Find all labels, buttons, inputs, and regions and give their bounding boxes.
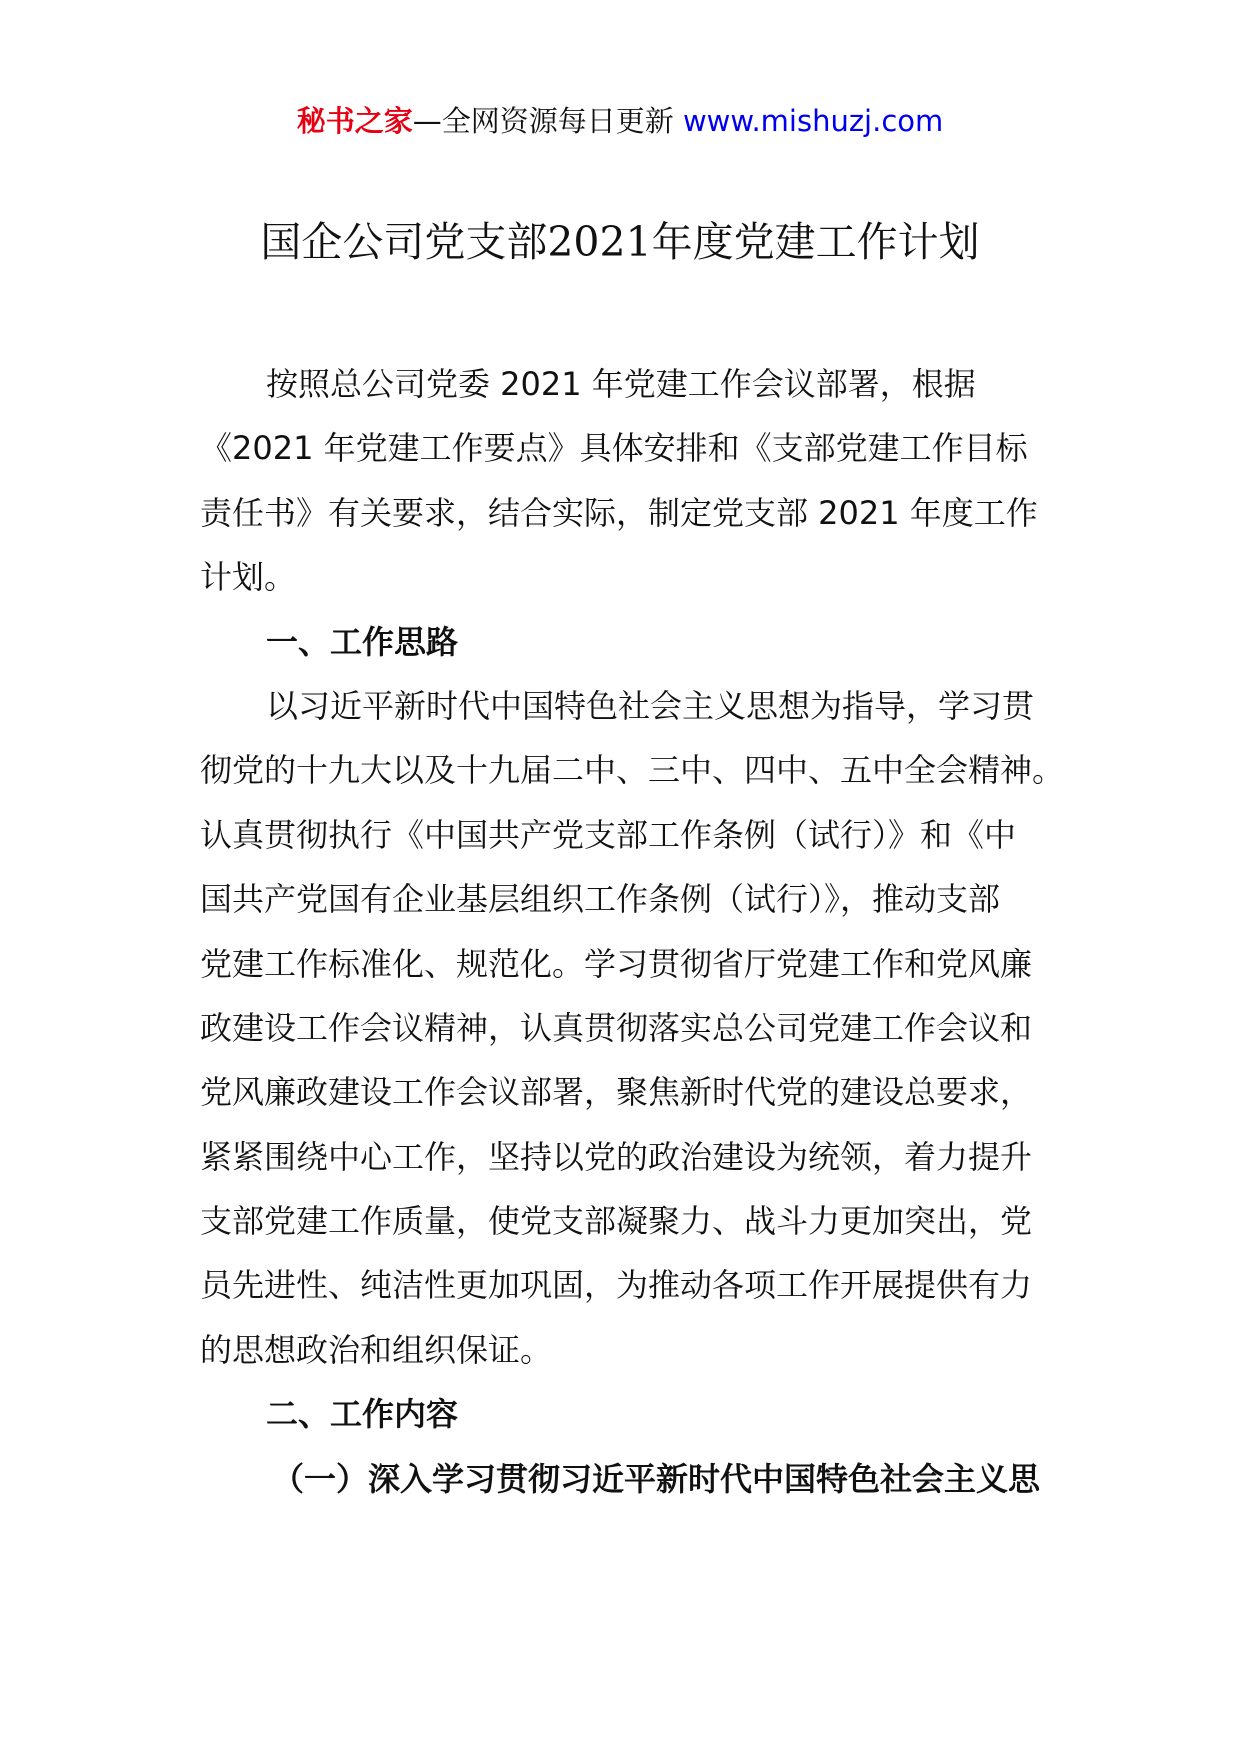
site-header [0, 101, 1240, 141]
paragraph-line: 的思想政治和组织保证。 [200, 1330, 553, 1369]
paragraph-line: 《2021 年党建工作要点》具体安排和《支部党建工作目标 [200, 429, 1028, 468]
paragraph-line: 支部党建工作质量，使党支部凝聚力、战斗力更加突出，党 [200, 1202, 1033, 1241]
section-heading-2: 二、工作内容 [266, 1395, 459, 1434]
paragraph-line: 认真贯彻执行《中国共产党支部工作条例（试行）》和《中 [200, 815, 1017, 854]
paragraph-line: 责任书》有关要求，结合实际，制定党支部 2021 年度工作 [200, 493, 1038, 532]
paragraph-line: 党建工作标准化、规范化。学习贯彻省厅党建工作和党风廉 [200, 944, 1033, 983]
paragraph-line: 紧紧围绕中心工作，坚持以党的政治建设为统领，着力提升 [200, 1137, 1033, 1176]
site-url-link[interactable]: www.mishuzj.com [682, 104, 944, 138]
paragraph-line: 党风廉政建设工作会议部署，聚焦新时代党的建设总要求， [200, 1073, 1033, 1112]
document-body [200, 352, 1100, 1511]
document-title: 国企公司党支部2021年度党建工作计划 [260, 218, 980, 266]
paragraph-line: 以习近平新时代中国特色社会主义思想为指导，学习贯 [266, 686, 1035, 725]
paragraph-line: 员先进性、纯洁性更加巩固，为推动各项工作开展提供有力 [200, 1266, 1033, 1305]
paragraph-line: 政建设工作会议精神，认真贯彻落实总公司党建工作会议和 [200, 1008, 1033, 1047]
paragraph-line: 彻党的十九大以及十九届二中、三中、四中、五中全会精神。 [200, 751, 1065, 790]
header-tagline: —全网资源每日更新 [412, 104, 674, 138]
brand-name: 秘书之家 [296, 104, 413, 138]
section-heading-1: 一、工作思路 [266, 622, 459, 661]
paragraph-line: 国共产党国有企业基层组织工作条例（试行）》，推动支部 [200, 880, 1001, 919]
subsection-heading: （一）深入学习贯彻习近平新时代中国特色社会主义思 [272, 1459, 1041, 1498]
paragraph-line: 按照总公司党委 2021 年党建工作会议部署，根据 [266, 365, 976, 403]
paragraph-line: 计划。 [200, 558, 297, 597]
